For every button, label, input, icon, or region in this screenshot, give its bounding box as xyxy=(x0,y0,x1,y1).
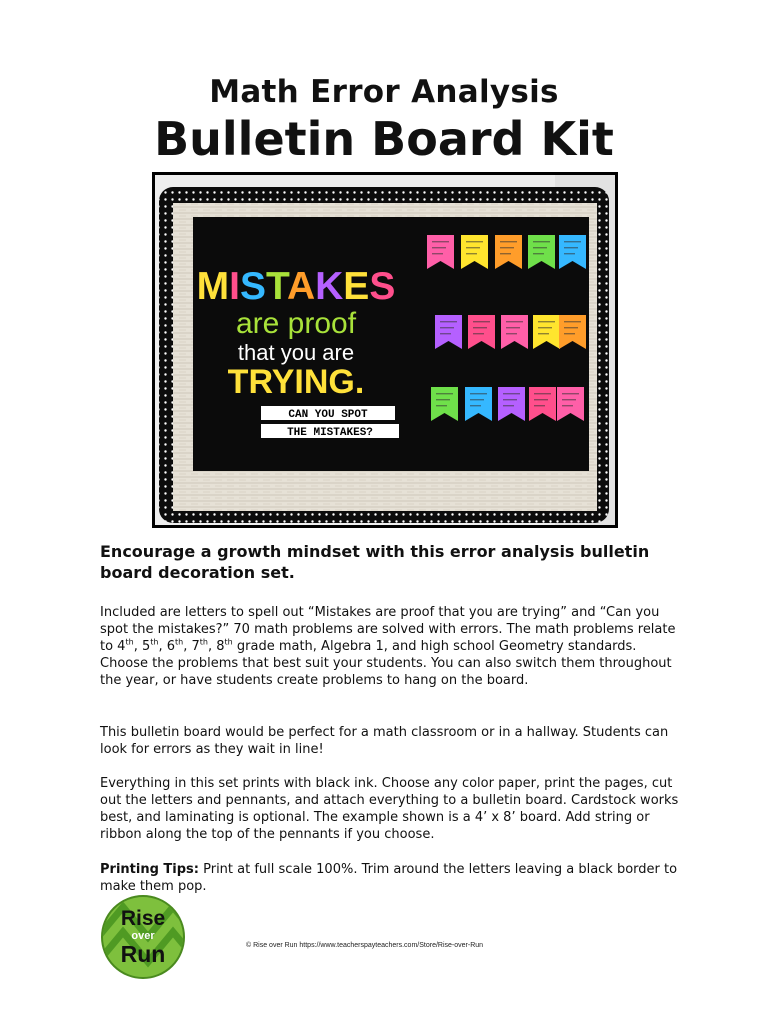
title-line-1: Math Error Analysis xyxy=(209,74,559,110)
pennant-scribble xyxy=(440,327,454,328)
rise-over-run-logo xyxy=(101,895,185,979)
board-line-that-you-are: that you are xyxy=(237,340,355,365)
pennant-scribble xyxy=(538,321,555,322)
pennant-scribble xyxy=(503,393,520,394)
pennant-scribble xyxy=(436,393,453,394)
logo-word-over: over xyxy=(131,930,155,942)
pennant-scribble xyxy=(500,253,511,254)
pennant-scribble xyxy=(534,393,551,394)
pennant-scribble xyxy=(436,405,447,406)
pennant-scribble xyxy=(473,321,490,322)
pennant-scribble xyxy=(562,399,576,400)
board-word-trying: TRYING. xyxy=(227,363,365,401)
pennant-scribble xyxy=(436,399,450,400)
pennant-scribble xyxy=(470,393,487,394)
title-line-2: Bulletin Board Kit xyxy=(154,112,614,166)
footer-copyright: © Rise over Run https://www.teacherspayteachers.com/Store/Rise-over-Run xyxy=(246,942,484,949)
logo-word-run: Run xyxy=(120,941,166,967)
pennant-scribble xyxy=(564,247,578,248)
pennant-scribble xyxy=(534,399,548,400)
pennant-scribble xyxy=(534,405,545,406)
pennant-scribble xyxy=(533,241,550,242)
printing-tips-label: Printing Tips: xyxy=(100,862,199,877)
bulletin-board-illustration xyxy=(155,175,615,525)
pennant-scribble xyxy=(470,399,484,400)
pennant-scribble xyxy=(506,333,517,334)
paragraph-printing-tips: Printing Tips: Print at full scale 100%. Trim around the letters leaving a black border to make them pop. xyxy=(100,862,678,894)
pennant-scribble xyxy=(538,333,549,334)
pennant-scribble xyxy=(564,327,578,328)
board-line-the-mistakes: THE MISTAKES? xyxy=(287,427,373,439)
pennant-scribble xyxy=(564,253,575,254)
pennant-scribble xyxy=(466,241,483,242)
pennant-scribble xyxy=(538,327,552,328)
paragraph-classroom: This bulletin board would be perfect for a math classroom or in a hallway. Students can look for errors as they wait in line! xyxy=(100,725,669,757)
pennant-scribble xyxy=(473,327,487,328)
pennant-scribble xyxy=(562,393,579,394)
pennant-scribble xyxy=(506,327,520,328)
pennant-scribble xyxy=(473,333,484,334)
pennant-scribble xyxy=(564,321,581,322)
paragraph-included: Included are letters to spell out “Mistakes are proof that you are trying” and “Can you spot the mistakes?” 70 math problems are solved with errors. The math problems relate to 4th, 5th, 6th, 7th, 8th grade math, Algebra 1, and high school Geometry standards. Choose the problems that best suit your students. You can also switch them throughout the year, or have students create problems to hang on the board. xyxy=(100,605,676,688)
pennant-scribble xyxy=(503,405,514,406)
pennant-scribble xyxy=(500,241,517,242)
pennant-scribble xyxy=(432,247,446,248)
paragraph-printing: Everything in this set prints with black ink. Choose any color paper, print the pages, cut out the letters and pennants, and attach everything to a bulletin board. Cardstock works best, and laminating is optional. The example shown is a 4’ x 8’ board. Add string or ribbon along the top of the pennants if you choose. xyxy=(100,776,679,842)
pennant-scribble xyxy=(432,253,443,254)
pennant-scribble xyxy=(533,247,547,248)
pennant-scribble xyxy=(503,399,517,400)
pennant-scribble xyxy=(466,247,480,248)
pennant-scribble xyxy=(564,241,581,242)
pennant-scribble xyxy=(470,405,481,406)
pennant-scribble xyxy=(562,405,573,406)
pennant-scribble xyxy=(466,253,477,254)
pennant-scribble xyxy=(440,333,451,334)
pennant-scribble xyxy=(432,241,449,242)
intro-heading: Encourage a growth mindset with this error analysis bulletin board decoration set. xyxy=(100,542,650,582)
bulletin-board-photo xyxy=(152,172,618,528)
pennant-scribble xyxy=(500,247,514,248)
pennant-scribble xyxy=(564,333,575,334)
logo-word-rise: Rise xyxy=(120,907,166,930)
board-word-mistakes: MISTAKES xyxy=(196,265,396,308)
pennant-scribble xyxy=(506,321,523,322)
pennant-scribble xyxy=(440,321,457,322)
board-line-can-you-spot: CAN YOU SPOT xyxy=(288,409,368,421)
pennant-scribble xyxy=(533,253,544,254)
board-line-are-proof: are proof xyxy=(235,307,357,340)
